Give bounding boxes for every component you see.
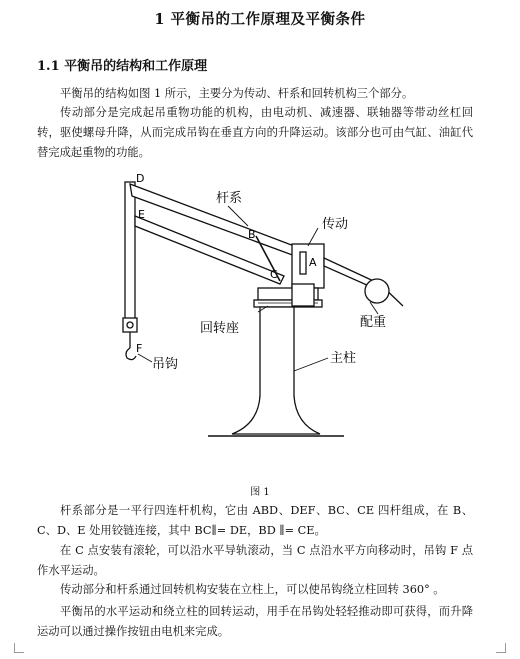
- point-c-label: C: [270, 268, 278, 281]
- figure-caption: 图 1: [250, 487, 270, 498]
- point-b-label: B: [248, 228, 256, 241]
- label-rod-system: 杆系: [216, 191, 243, 206]
- paragraph-1: 平衡吊的结构如图 1 所示，主要分为传动、杆系和回转机构三个部分。: [60, 87, 414, 100]
- paragraph-3: 杆系部分是一平行四连杆机构，它由 ABD、DEF、BC、CE 四杆组成，在 B、C、D、E 处用铰链连接，其中 BC∥= DE，BD ∥= CE。: [37, 504, 473, 537]
- corner-mark-left-h: [14, 652, 24, 653]
- point-d-label: D: [136, 172, 145, 185]
- paragraph-5: 传动部分和杆系通过回转机构安装在立柱上，可以使吊钩绕立柱回转 360° 。: [60, 583, 445, 596]
- figure-balance-crane: [108, 166, 438, 456]
- corner-mark-right-h: [496, 652, 506, 653]
- crane-diagram: [108, 166, 438, 456]
- counterweight: [365, 279, 389, 303]
- motor-block: [292, 284, 314, 306]
- label-counterweight: 配重: [360, 315, 387, 330]
- hook-block: [123, 318, 137, 332]
- point-f-label: F: [136, 342, 143, 355]
- label-hook: 吊钩: [152, 357, 179, 372]
- label-column: 主柱: [330, 351, 357, 366]
- page-title: 1 平衡吊的工作原理及平衡条件: [154, 11, 366, 28]
- label-drive: 传动: [322, 217, 349, 232]
- point-e-label: E: [138, 208, 145, 221]
- rod-ce: [135, 216, 284, 284]
- label-slewing-base: 回转座: [200, 321, 240, 336]
- paragraph-6: 平衡吊的水平运动和绕立柱的回转运动，用手在吊钩处轻轻推动即可获得，而升降运动可以通过操作按钮由电机来完成。: [37, 605, 473, 638]
- column-base: [232, 396, 320, 434]
- point-a-label: A: [309, 256, 317, 269]
- drive-housing: [292, 244, 324, 288]
- paragraph-4: 在 C 点安装有滚轮，可以沿水平导轨滚动，当 C 点沿水平方向移动时，吊钩 F 点作水平运动。: [37, 544, 473, 577]
- paragraph-2: 传动部分是完成起吊重物功能的机构，由电动机、减速器、联轴器等带动丝杠回转，驱使螺母升降，从而完成吊钩在垂直方向的升降运动。该部分也可由气缸、油缸代替完成起重物的功能。: [37, 106, 473, 159]
- section-heading: 1.1 平衡吊的结构和工作原理: [37, 59, 208, 74]
- hook: [126, 348, 136, 360]
- rod-def: [125, 182, 135, 320]
